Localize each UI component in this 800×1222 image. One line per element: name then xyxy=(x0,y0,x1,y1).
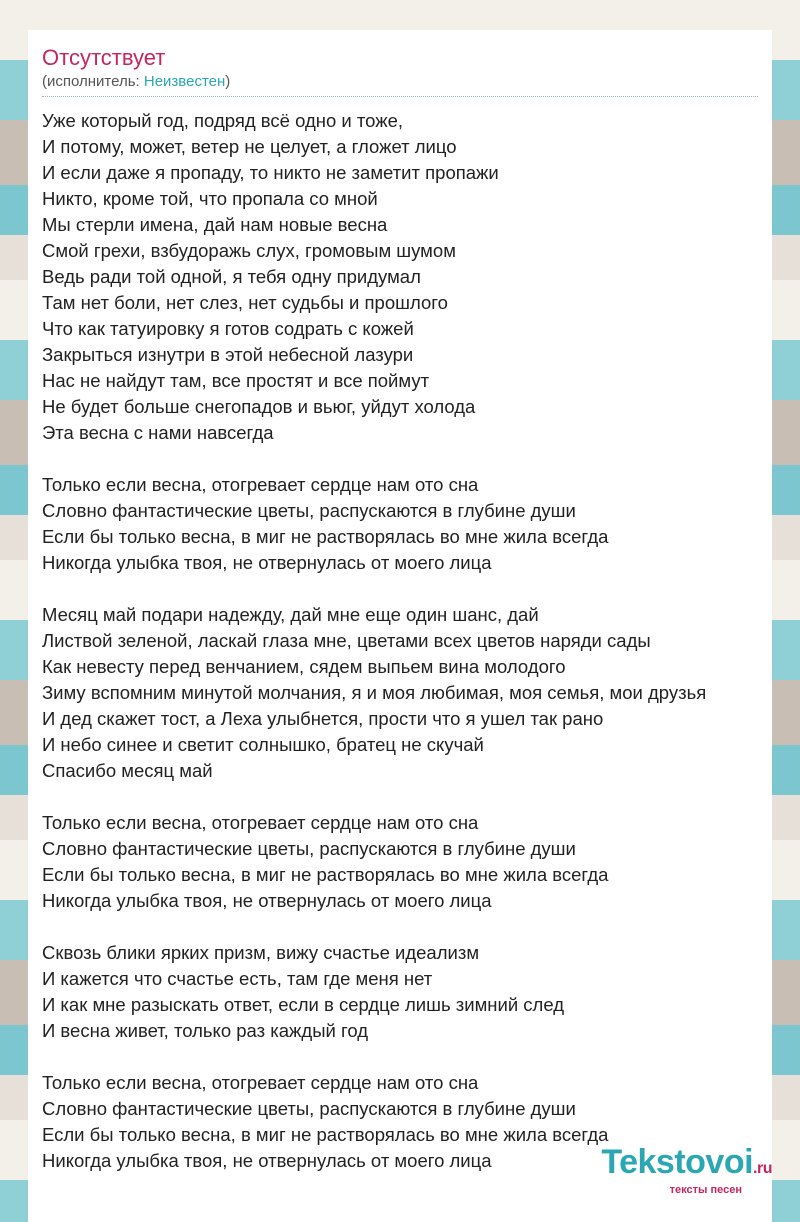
lyric-line: Как невесту перед венчанием, сядем выпьем вина молодого xyxy=(42,656,566,677)
lyric-line: Уже который год, подряд всё одно и тоже, xyxy=(42,110,404,131)
lyric-line: Если бы только весна, в миг не растворялась во мне жила всегда xyxy=(42,526,609,547)
lyrics-stanza xyxy=(42,602,772,784)
logo-wordmark xyxy=(601,1145,772,1186)
artist-byline xyxy=(42,73,772,91)
lyric-line: Словно фантастические цветы, распускаются в глубине души xyxy=(42,1098,576,1119)
lyrics-stanza xyxy=(42,108,772,446)
lyric-line: Только если весна, отогревает сердце нам ото сна xyxy=(42,474,479,495)
artist-link[interactable]: Неизвестен xyxy=(143,73,226,90)
lyric-line: Только если весна, отогревает сердце нам ото сна xyxy=(42,812,479,833)
site-logo[interactable] xyxy=(601,1145,772,1196)
lyric-line: Если бы только весна, в миг не растворялась во мне жила всегда xyxy=(42,864,609,885)
lyrics-stanza xyxy=(42,472,772,576)
title-divider xyxy=(42,96,758,97)
lyric-line: Ведь ради той одной, я тебя одну придумал xyxy=(42,266,421,287)
logo-name: Tekstovoi xyxy=(601,1143,754,1181)
lyric-line: Смой грехи, взбудоражь слух, громовым шумом xyxy=(42,240,456,261)
lyric-line: И кажется что счастье есть, там где меня нет xyxy=(42,968,433,989)
lyrics-stanza xyxy=(42,940,772,1044)
lyric-line: Сквозь блики ярких призм, вижу счастье идеализм xyxy=(42,942,480,963)
lyric-line: Только если весна, отогревает сердце нам ото сна xyxy=(42,1072,479,1093)
logo-tld: .ru xyxy=(753,1160,772,1177)
lyric-line: Месяц май подари надежду, дай мне еще один шанс, дай xyxy=(42,604,539,625)
lyric-line: Закрыться изнутри в этой небесной лазури xyxy=(42,344,414,365)
lyric-line: И небо синее и светит солнышко, братец не скучай xyxy=(42,734,484,755)
lyric-line: Эта весна с нами навсегда xyxy=(42,422,274,443)
logo-tagline: тексты песен xyxy=(669,1184,742,1196)
lyric-line: И как мне разыскать ответ, если в сердце лишь зимний след xyxy=(42,994,565,1015)
lyric-line: И весна живет, только раз каждый год xyxy=(42,1020,368,1041)
lyric-line: Словно фантастические цветы, распускаются в глубине души xyxy=(42,500,576,521)
lyric-line: И потому, может, ветер не целует, а гложет лицо xyxy=(42,136,457,157)
lyrics-text xyxy=(42,108,772,1174)
lyric-line: Нас не найдут там, все простят и все поймут xyxy=(42,370,430,391)
lyric-line: Что как татуировку я готов содрать с кожей xyxy=(42,318,414,339)
lyric-line: И дед скажет тост, а Леха улыбнется, прости что я ушел так рано xyxy=(42,708,604,729)
lyric-line: Никогда улыбка твоя, не отвернулась от моего лица xyxy=(42,1150,492,1171)
artist-prefix: (исполнитель: xyxy=(42,73,144,90)
lyric-line: И если даже я пропаду, то никто не заметит пропажи xyxy=(42,162,499,183)
lyric-line: Никогда улыбка твоя, не отвернулась от моего лица xyxy=(42,890,492,911)
lyric-line: Там нет боли, нет слез, нет судьбы и прошлого xyxy=(42,292,448,313)
lyric-line: Если бы только весна, в миг не растворялась во мне жила всегда xyxy=(42,1124,609,1145)
lyrics-card xyxy=(28,30,772,1222)
lyric-line: Мы стерли имена, дай нам новые весна xyxy=(42,214,388,235)
lyric-line: Зиму вспомним минутой молчания, я и моя любимая, моя семья, мои друзья xyxy=(42,682,707,703)
lyric-line: Никогда улыбка твоя, не отвернулась от моего лица xyxy=(42,552,492,573)
lyric-line: Листвой зеленой, ласкай глаза мне, цветами всех цветов наряди сады xyxy=(42,630,651,651)
artist-suffix: ) xyxy=(225,73,231,90)
lyric-line: Не будет больше снегопадов и вьюг, уйдут холода xyxy=(42,396,476,417)
lyric-line: Словно фантастические цветы, распускаются в глубине души xyxy=(42,838,576,859)
lyric-line: Никто, кроме той, что пропала со мной xyxy=(42,188,378,209)
song-title: Отсутствует xyxy=(42,45,166,70)
lyrics-stanza xyxy=(42,810,772,914)
lyric-line: Спасибо месяц май xyxy=(42,760,213,781)
